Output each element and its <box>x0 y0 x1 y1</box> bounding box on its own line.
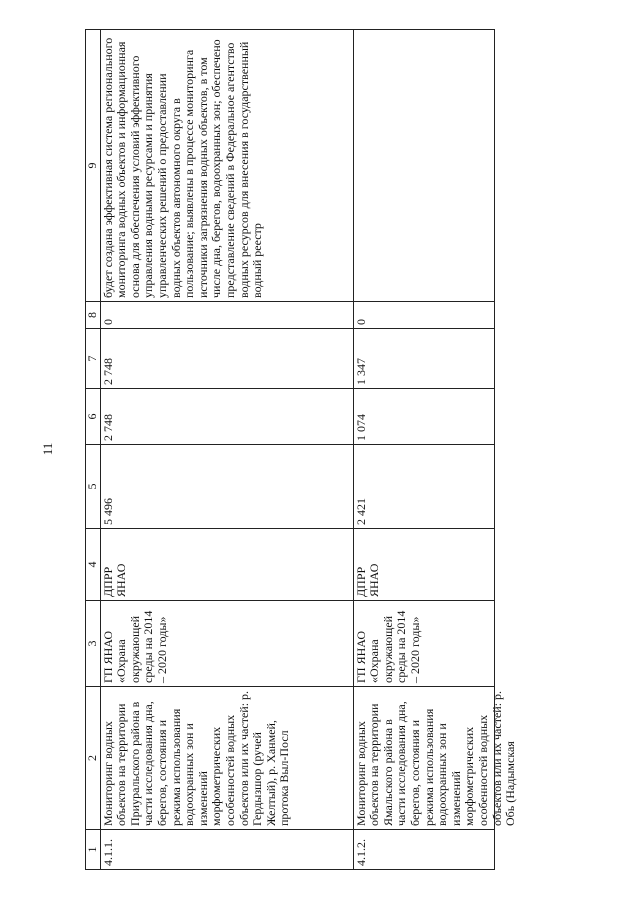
col-header: 2 <box>86 687 101 830</box>
col-header: 8 <box>86 302 101 329</box>
amount-col7: 1 347 <box>353 329 494 389</box>
program-name: ГП ЯНАО «Охрана окружающей среды на 2014 – 2020 годы» <box>100 601 353 687</box>
amount-col8: 0 <box>100 302 353 329</box>
expected-result: будет создана эффективная система регионального мониторинга водных объектов и информационная основа для обеспечения условий эффективного управления водными ресурсами и принятия управленческих решений о предоставлении водных объектов автономного округа в пользование; выявлены в процессе мониторинга источники загрязнения водных объектов, в том числе дна, берегов, водоохранных зон; обеспечено представление сведений в Федеральное агентство водных ресурсов для внесения в государственный водный реестр <box>100 30 353 302</box>
total-amount: 2 421 <box>353 445 494 529</box>
amount-col7: 2 748 <box>100 329 353 389</box>
table-row <box>353 30 494 870</box>
activity-description: Мониторинг водных объектов на территории Приуральского района в части исследования дна, берегов, состояния и режима использования водоохранных зон и изменений морфометрических особенностей водных объектов или их частей: р. Гердызшор (ручей Желтый), р. Ханмей, протока Выл-Посл <box>100 687 353 830</box>
table-row <box>100 30 353 870</box>
rotated-page <box>85 30 617 870</box>
program-name: ГП ЯНАО «Охрана окружающей среды на 2014 – 2020 годы» <box>353 601 494 687</box>
col-header: 1 <box>86 830 101 870</box>
amount-col8: 0 <box>353 302 494 329</box>
activity-description: Мониторинг водных объектов на территории Ямальского района в части исследования дна, берегов, состояния и режима использования водоохранных зон и изменений морфометрических особенностей водных объектов или их частей: р. Обь (Надымская <box>353 687 494 830</box>
col-header: 4 <box>86 529 101 601</box>
executor: ДПРР ЯНАО <box>353 529 494 601</box>
executor: ДПРР ЯНАО <box>100 529 353 601</box>
expected-result <box>353 30 494 302</box>
amount-col6: 1 074 <box>353 389 494 445</box>
col-header: 9 <box>86 30 101 302</box>
activities-table <box>85 29 518 870</box>
page-number: 11 <box>40 442 55 456</box>
col-header: 6 <box>86 389 101 445</box>
row-number: 4.1.2. <box>353 830 494 870</box>
row-number: 4.1.1. <box>100 830 353 870</box>
col-header: 5 <box>86 445 101 529</box>
total-amount: 5 496 <box>100 445 353 529</box>
col-header: 7 <box>86 329 101 389</box>
amount-col6: 2 748 <box>100 389 353 445</box>
col-header: 3 <box>86 601 101 687</box>
header-row <box>86 30 101 870</box>
